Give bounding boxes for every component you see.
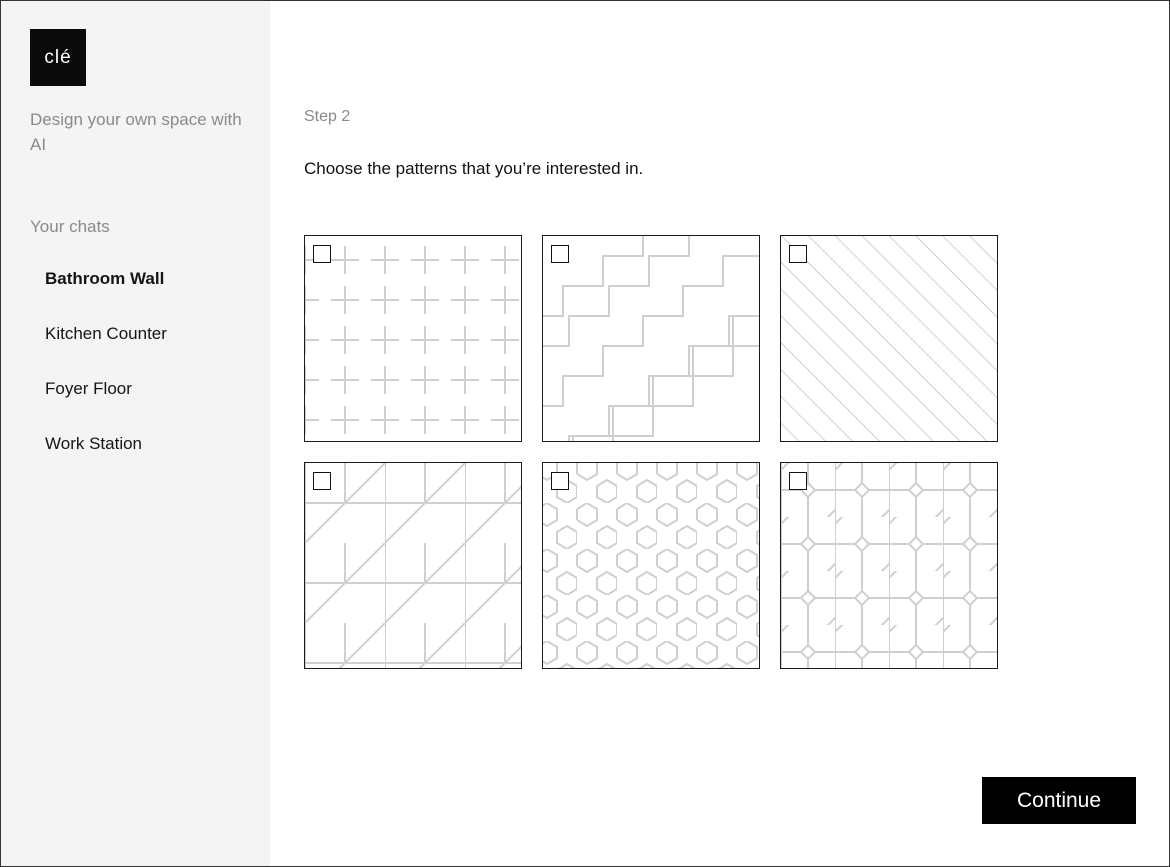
sidebar <box>1 1 270 866</box>
pattern-checkbox-4[interactable] <box>313 472 331 490</box>
pattern-checkbox-5[interactable] <box>551 472 569 490</box>
triangle-squares-pattern-icon <box>305 463 522 669</box>
pattern-checkbox-2[interactable] <box>551 245 569 263</box>
chat-item-work-station[interactable]: Work Station <box>45 434 143 453</box>
pattern-checkbox-6[interactable] <box>789 472 807 490</box>
pattern-tile-diagonal-steps[interactable] <box>542 235 760 442</box>
pattern-tile-diagonal-stripes[interactable] <box>780 235 998 442</box>
chat-item-bathroom-wall[interactable]: Bathroom Wall <box>45 269 165 288</box>
pattern-tile-triangle-squares[interactable] <box>304 462 522 669</box>
pattern-checkbox-1[interactable] <box>313 245 331 263</box>
diagonal-stripes-pattern-icon <box>781 236 998 442</box>
continue-button[interactable]: Continue <box>982 777 1136 824</box>
chat-list <box>45 267 167 487</box>
hexagon-pattern-icon <box>543 463 760 669</box>
cross-grid-pattern-icon <box>305 236 522 442</box>
pattern-tile-diamond-lattice[interactable] <box>780 462 998 669</box>
chat-item-kitchen-counter[interactable]: Kitchen Counter <box>45 324 167 343</box>
chat-item-foyer-floor[interactable]: Foyer Floor <box>45 379 132 398</box>
pattern-tile-cross-grid[interactable] <box>304 235 522 442</box>
pattern-tile-hexagons[interactable] <box>542 462 760 669</box>
step-label: Step 2 <box>304 108 351 125</box>
chats-heading: Your chats <box>30 217 110 236</box>
logo[interactable]: clé <box>30 29 86 86</box>
pattern-checkbox-3[interactable] <box>789 245 807 263</box>
page-prompt: Choose the patterns that you’re interested in. <box>304 159 644 178</box>
tagline: Design your own space with AI <box>30 110 242 154</box>
diamond-lattice-pattern-icon <box>781 463 998 669</box>
diagonal-steps-pattern-icon <box>543 236 760 442</box>
